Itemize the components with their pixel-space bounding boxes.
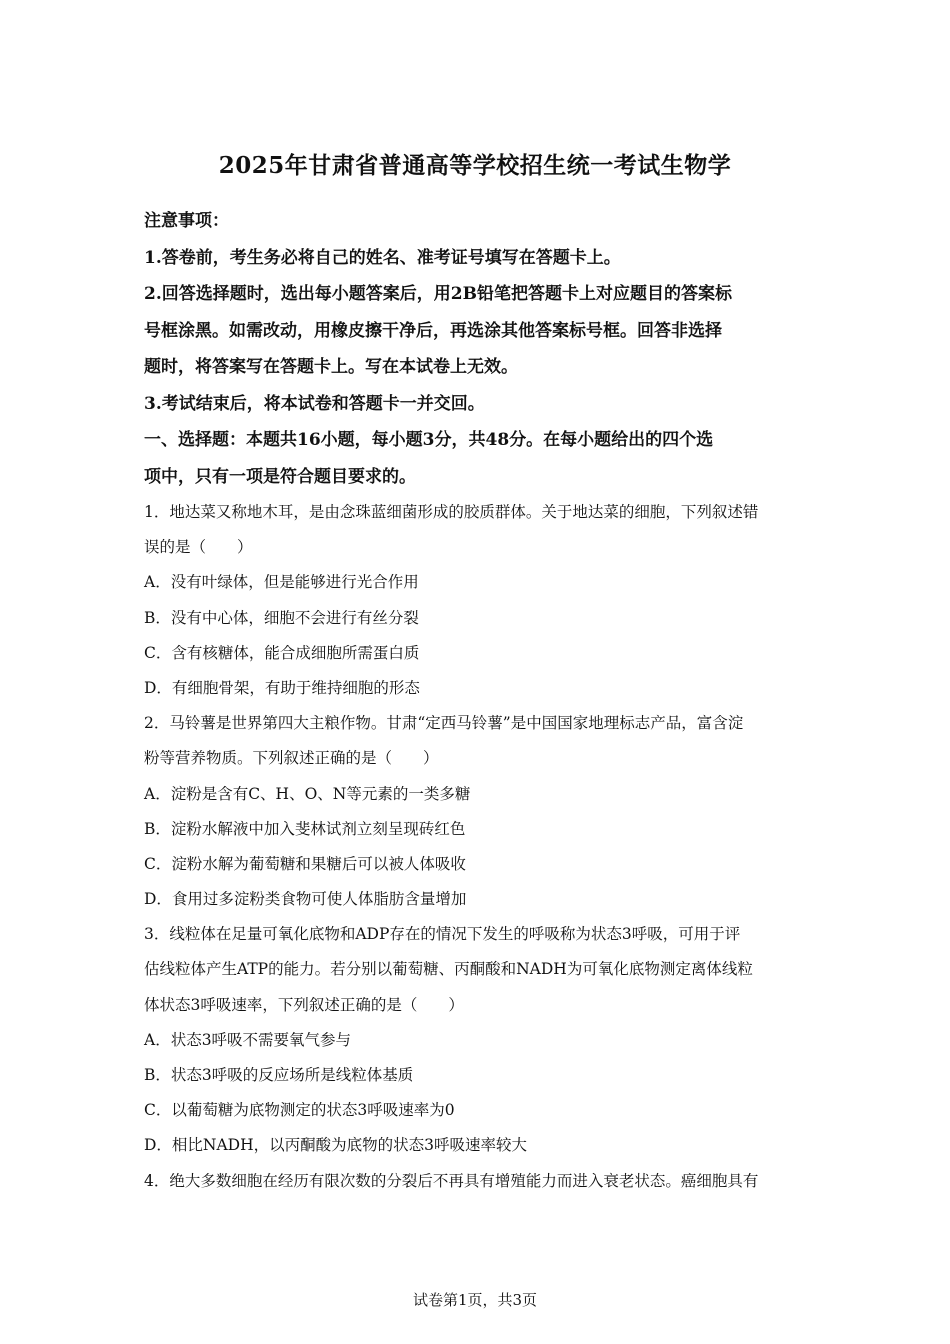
question-stem: 2．马铃薯是世界第四大主粮作物。甘肃“定西马铃薯”是中国国家地理标志产品，富含淀 <box>144 714 744 733</box>
option-a: A．状态3呼吸不需要氧气参与 <box>144 1030 352 1049</box>
notice-line: 2.回答选择题时，选出每小题答案后，用2B铅笔把答题卡上对应题目的答案标 <box>144 284 732 304</box>
page-content <box>144 203 810 1199</box>
question-stem: 估线粒体产生ATP的能力。若分别以葡萄糖、丙酮酸和NADH为可氧化底物测定离体线粒 <box>144 960 753 979</box>
question-2 <box>144 706 810 917</box>
question-stem: 4．绝大多数细胞在经历有限次数的分裂后不再具有增殖能力而进入衰老状态。癌细胞具有 <box>144 1171 759 1190</box>
option-d: D．相比NADH，以丙酮酸为底物的状态3呼吸速率较大 <box>144 1136 527 1155</box>
question-3 <box>144 917 810 1163</box>
option-c: C．以葡萄糖为底物测定的状态3呼吸速率为0 <box>144 1101 455 1120</box>
question-1 <box>144 495 810 706</box>
notice-line: 题时，将答案写在答题卡上。写在本试卷上无效。 <box>144 357 518 377</box>
option-c: C．淀粉水解为葡萄糖和果糖后可以被人体吸收 <box>144 854 466 873</box>
option-b: B．淀粉水解液中加入斐林试剂立刻呈现砖红色 <box>144 819 466 838</box>
page-title: 2025年甘肃省普通高等学校招生统一考试生物学 <box>218 152 732 179</box>
page-footer: 试卷第1页，共3页 <box>412 1291 538 1309</box>
option-c: C．含有核糖体，能合成细胞所需蛋白质 <box>144 643 420 662</box>
option-b: B．没有中心体，细胞不会进行有丝分裂 <box>144 608 419 627</box>
option-b: B．状态3呼吸的反应场所是线粒体基质 <box>144 1066 414 1084</box>
option-a: A．淀粉是含有C、H、O、N等元素的一类多糖 <box>144 784 471 803</box>
question-stem: 1．地达菜又称地木耳，是由念珠蓝细菌形成的胶质群体。关于地达菜的细胞，下列叙述错 <box>144 503 759 521</box>
notice-section <box>144 203 810 495</box>
question-stem: 3．线粒体在足量可氧化底物和ADP存在的情况下发生的呼吸称为状态3呼吸，可用于评 <box>144 925 741 944</box>
question-stem: 粉等营养物质。下列叙述正确的是（ ） <box>144 749 439 768</box>
question-4 <box>144 1164 810 1199</box>
notice-line: 号框涂黑。如需改动，用橡皮擦干净后，再选涂其他答案标号框。回答非选择 <box>144 320 722 341</box>
question-stem: 体状态3呼吸速率，下列叙述正确的是（ ） <box>144 995 464 1014</box>
notice-line: 1.答卷前，考生务必将自己的姓名、准考证号填写在答题卡上。 <box>144 247 621 268</box>
notice-heading: 注意事项： <box>144 211 229 231</box>
question-stem: 误的是（ ） <box>144 538 253 557</box>
notice-line: 3.考试结束后，将本试卷和答题卡一并交回。 <box>144 393 485 414</box>
section-heading: 项中，只有一项是符合题目要求的。 <box>144 466 416 487</box>
option-a: A．没有叶绿体，但是能够进行光合作用 <box>144 573 419 592</box>
option-d: D．有细胞骨架，有助于维持细胞的形态 <box>144 678 420 697</box>
section-heading: 一、选择题：本题共16小题，每小题3分，共48分。在每小题给出的四个选 <box>144 430 714 450</box>
option-d: D．食用过多淀粉类食物可使人体脂肪含量增加 <box>144 890 467 909</box>
